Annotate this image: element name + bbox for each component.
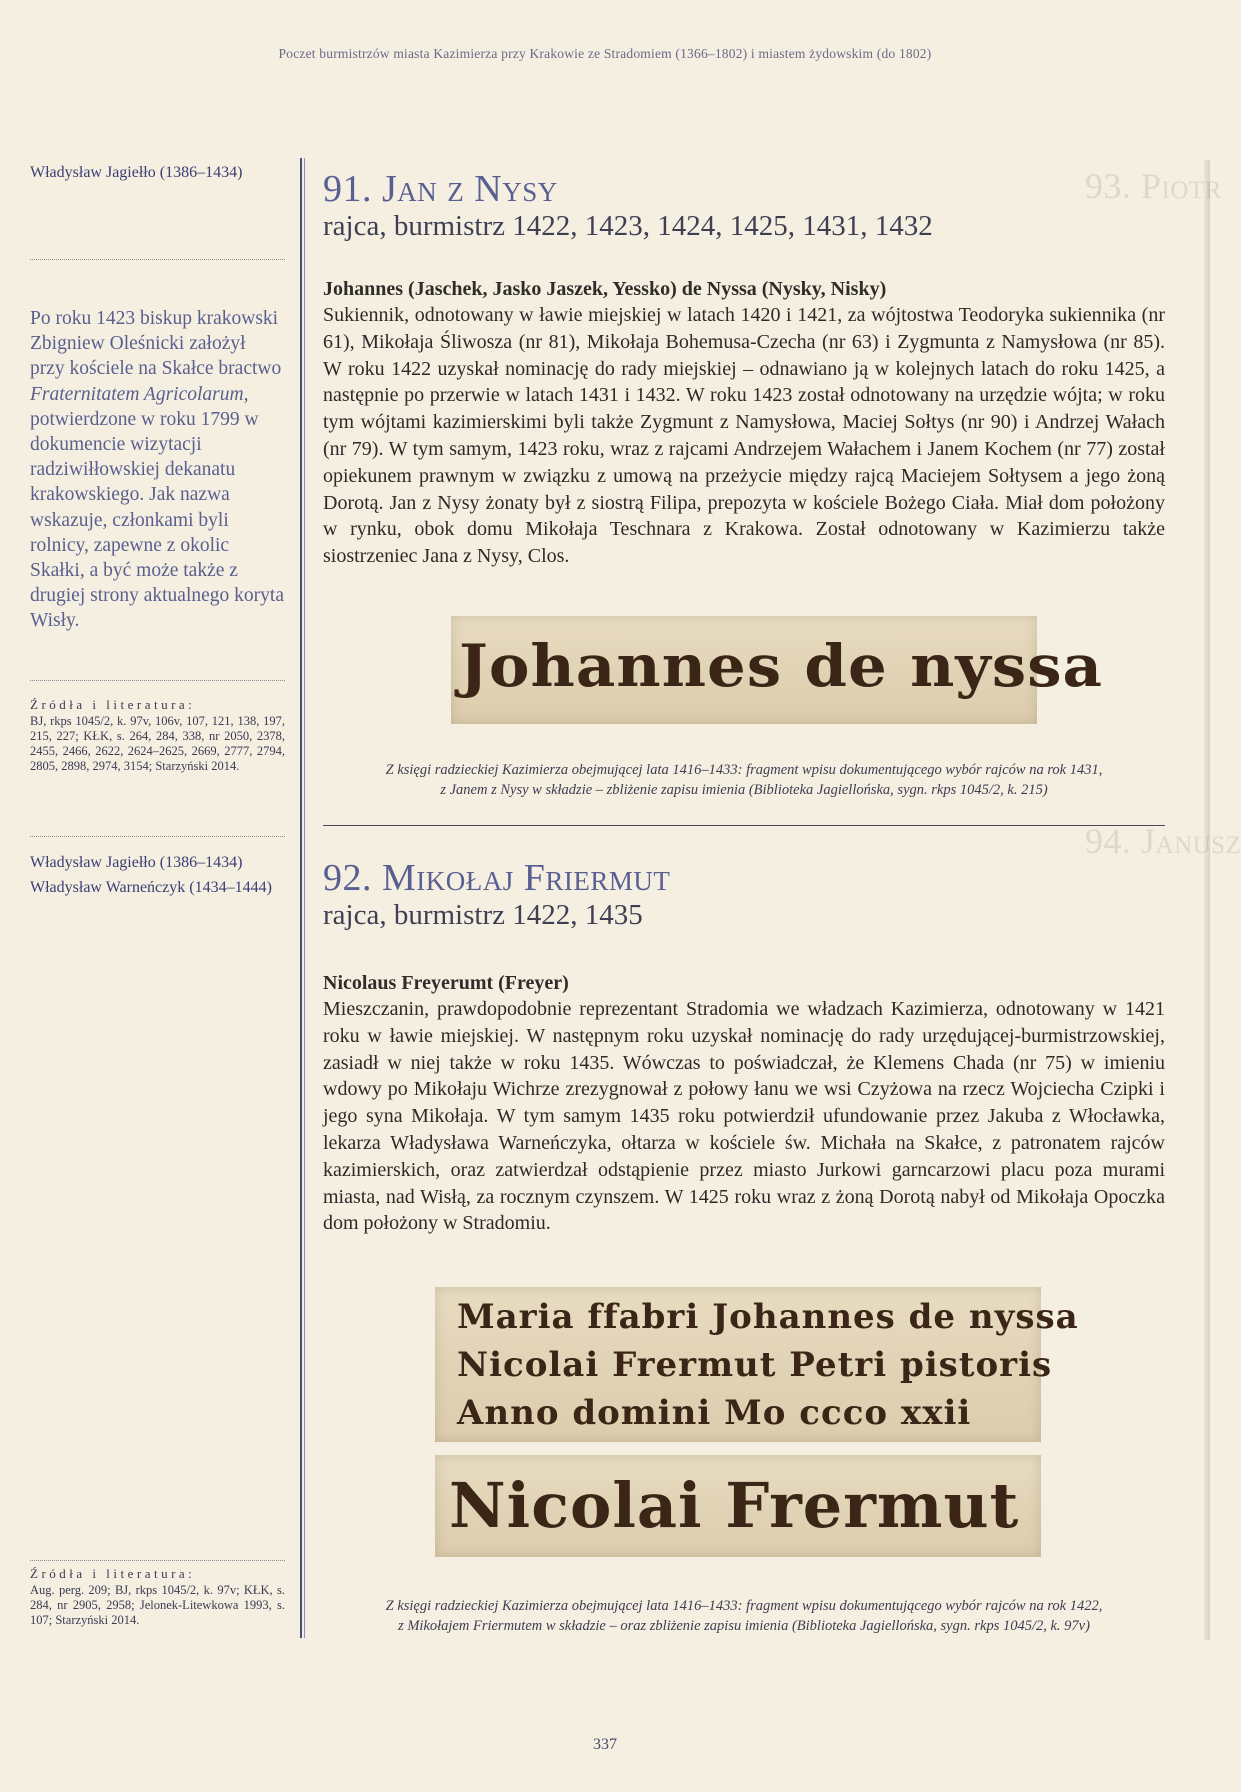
sources-heading: Źródła i literatura: [30,697,196,712]
manuscript-script: Nicolai Frermut [449,1469,1020,1542]
page-number: 337 [593,1736,617,1753]
side-note-latin: Fraternitatem Agricolarum [30,383,244,405]
entry-title [323,857,1165,899]
manuscript-image [435,1287,1079,1442]
entry-92-heading [323,857,1165,931]
entry-number: 91. [323,168,372,210]
column-rule [300,158,302,1638]
entry-name: Jan z Nysy [382,168,558,210]
image-caption [323,760,1165,800]
entry-92-body [323,970,1165,1237]
manuscript-script: Anno domini Mo ccco xxii [457,1393,972,1433]
name-variants: Nicolaus Freyerumt (Freyer) [323,972,569,994]
dotted-divider [30,836,285,837]
entry-title [323,168,1165,210]
entry-subtitle: rajca, burmistrz 1422, 1435 [323,899,643,931]
entry-subtitle: rajca, burmistrz 1422, 1423, 1424, 1425, 1431, 1432 [323,210,933,242]
entry-number: 92. [323,857,372,899]
sidebar [30,162,285,184]
sources-heading: Źródła i literatura: [30,1566,196,1581]
side-note-text: , potwierdzone w roku 1799 w dokumencie wizytacji radziwiłłowskiej dekanatu krakowskiego. Jak nazwa wskazuje, członkami byli rolnicy, zapewne z okolic Skałki, a być może także z drugiej strony aktualnego koryta Wisły. [30,383,284,632]
side-note-text: Po roku 1423 biskup krakowski Zbigniew Oleśnicki założył przy kościele na Skałce bractwo [30,308,282,380]
column-rule-thin [304,158,305,1638]
dotted-divider [30,259,285,260]
entry-91-heading [323,168,1165,242]
page-edge [1204,160,1210,1640]
side-note [30,306,285,634]
entry-divider [323,825,1165,826]
entry-text: Mieszczanin, prawdopodobnie reprezentant Stradomia we władzach Kazimierza, odnotowany w 1421 roku w ławie miejskiej. W następnym roku uzyskał nominację do rady urzędującej-burmistrzowskiej, zasiadł w niej także w roku 1435. Wówczas to poświadczał, że Klemens Chada (nr 75) w imieniu wdowy po Mikołaju Wichrze zrezygnował z połowy łanu we wsi Czyżowa na rzecz Wojciecha Czipki i jego syna Mikołaja. W tym samym 1435 roku potwierdził ufundowanie przez Jakuba z Włocławka, lekarza Władysława Warneńczyka, ołtarza w kościele św. Michała na Skałce, z patronatem rajców kazimierskich, oraz zatwierdzał odstąpienie przez miasto Jurkowi garncarzowi placu poza murami miasta, nad Wisłą, za rocznym czynszem. W 1425 roku wraz z żoną Dorotą nabył od Mikołaja Opoczka dom położony w Stradomiu. [323,998,1165,1235]
reign-block [30,852,285,899]
reign-label: Władysław Warneńczyk (1434–1444) [30,879,272,896]
caption-line: Z księgi radzieckiej Kazimierza obejmującej lata 1416–1433: fragment wpisu dokumentującego wybór rajców na rok 1431, [385,762,1103,778]
manuscript-script: Johannes de nyssa [459,632,1104,700]
reign-label: Władysław Jagiełło (1386–1434) [30,164,243,181]
manuscript-image [451,616,1104,724]
dotted-divider [30,1560,285,1561]
caption-line: Z księgi radzieckiej Kazimierza obejmującej lata 1416–1433: fragment wpisu dokumentującego wybór rajców na rok 1422, [385,1598,1103,1614]
manuscript-closeup-image [435,1455,1041,1557]
caption-line: z Mikołajem Friermutem w składzie – oraz zbliżenie zapisu imienia (Biblioteka Jagiellońska, sygn. rkps 1045/2, k. 97v) [398,1618,1090,1634]
sources-block [30,697,285,774]
show-through-text: 94. Janusz [1085,821,1241,861]
show-through-text: 93. Piotr [1085,166,1222,206]
image-caption [323,1596,1165,1636]
manuscript-script: Nicolai Frermut Petri pistoris [457,1345,1053,1385]
entry-text: Sukiennik, odnotowany w ławie miejskiej w latach 1420 i 1421, za wójtostwa Teodoryka sukiennika (nr 61), Mikołaja Śliwosza (nr 81), Mikołaja Bohemusa-Czecha (nr 63) i Zygmunta z Namysłowa (nr 85). W roku 1422 uzyskał nominację do rady miejskiej – odnawiano ją w kolejnych latach do roku 1425, a następnie po przerwie w latach 1431 i 1432. W roku 1423 został odnotowany na urzędzie wójta; w roku tym wójtami kazimierskimi byli także Zygmunt z Namysłowa, Maciej Sołtys (nr 90) i Andrzej Wałach (nr 79). W tym samym, 1423 roku, wraz z rajcami Andrzejem Wałachem i Janem Kochem (nr 77) został opiekunem prawnym w związku z umową na przeżycie między rajcą Maciejem Sołtysem a jego żoną Dorotą. Jan z Nysy żonaty był z siostrą Filipa, prepozyta w kościele Bożego Ciała. Miał dom położony w rynku, obok domu Mikołaja Teschnara z Krakowa. Został odnotowany w Kazimierzu także siostrzeniec Jana z Nysy, Clos. [323,304,1165,568]
entry-91-body [323,276,1165,570]
reign-label: Władysław Jagiełło (1386–1434) [30,854,243,871]
entry-name: Mikołaj Friermut [382,857,671,899]
sources-block [30,1566,285,1628]
name-variants: Johannes (Jaschek, Jasko Jaszek, Yessko) de Nyssa (Nysky, Nisky) [323,278,887,300]
caption-line: z Janem z Nysy w składzie – zbliżenie zapisu imienia (Biblioteka Jagiellońska, sygn. rkps 1045/2, k. 215) [440,782,1048,798]
sources-text: Aug. perg. 209; BJ, rkps 1045/2, k. 97v; KŁK, s. 284, nr 2905, 2958; Jelonek-Litewkowa 1993, s. 107; Starzyński 2014. [30,1583,285,1627]
manuscript-script: Maria ffabri Johannes de nyssa [457,1297,1079,1337]
running-header: Poczet burmistrzów miasta Kazimierza przy Krakowie ze Stradomiem (1366–1802) i miastem żydowskim (do 1802) [278,46,932,61]
dotted-divider [30,680,285,681]
sources-text: BJ, rkps 1045/2, k. 97v, 106v, 107, 121, 138, 197, 215, 227; KŁK, s. 264, 284, 338, nr 2050, 2378, 2455, 2466, 2622, 2624–2625, 2669, 2777, 2794, 2805, 2898, 2974, 3154; Starzyński 2014. [30,714,285,773]
